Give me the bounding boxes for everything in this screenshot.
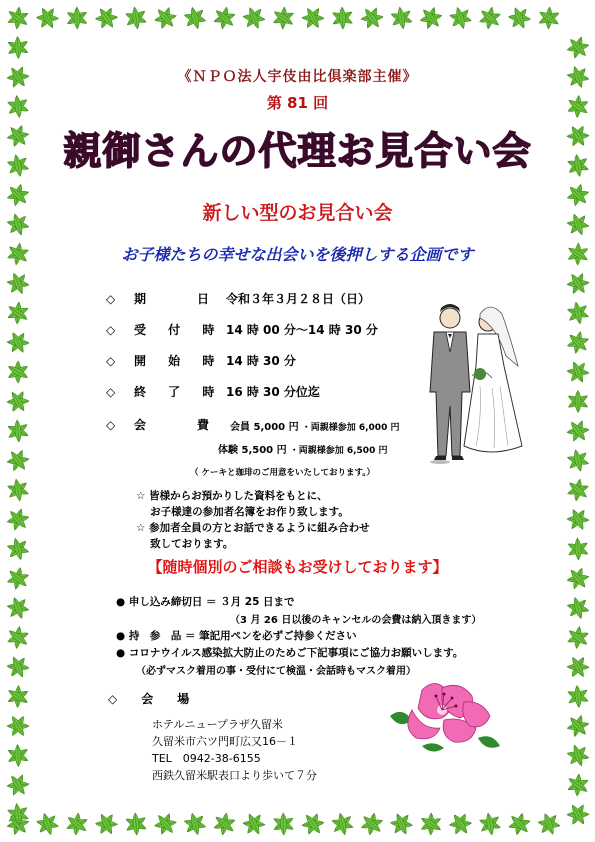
leaf-sprig-icon	[386, 809, 417, 840]
leaf-sprig-icon	[299, 810, 328, 839]
leaf-sprig-icon	[563, 800, 593, 830]
fee-trial	[218, 441, 387, 456]
leaf-sprig-icon	[565, 477, 591, 502]
venue-tel: TEL 0942-38-6155	[152, 752, 261, 765]
reception-value: 14 時 00 分～14 時 30 分	[226, 323, 378, 337]
leaf-sprig-icon	[565, 329, 591, 355]
diamond-icon: ◇	[106, 385, 116, 399]
azalea-flower-illustration	[382, 676, 502, 758]
leaf-sprig-icon	[92, 3, 121, 32]
end-label: 終 了 時	[134, 385, 224, 399]
fee-member	[230, 418, 399, 433]
subtitle: 新しい型のお見合い会	[202, 202, 393, 224]
cancel-note: （3 月 26 日以後のキャンセルの会費は納入頂きます）	[230, 615, 482, 626]
leaf-sprig-icon	[6, 301, 30, 325]
leaf-sprig-icon	[562, 740, 593, 771]
leaf-sprig-icon	[446, 809, 475, 838]
leaf-sprig-icon	[239, 3, 270, 34]
leaf-sprig-icon	[566, 773, 590, 797]
note-line: ☆ 参加者全員の方とお話できるように組み合わせ	[136, 522, 370, 534]
mask-note: （必ずマスク着用の事・受付にて検温・会話時もマスク着用）	[136, 666, 416, 677]
leaf-sprig-icon	[212, 811, 237, 836]
fee-trial-note: ・両親様参加 6,500 円	[289, 446, 388, 456]
leaf-sprig-icon	[3, 387, 33, 417]
leaf-sprig-icon	[3, 711, 33, 741]
end-value: 16 時 30 分位迄	[226, 385, 320, 399]
leaf-sprig-icon	[327, 3, 357, 33]
deadline-line: ● 申し込み締切日 ＝ ３月 25 日まで	[116, 596, 295, 608]
leaf-sprig-icon	[3, 327, 33, 357]
leaf-sprig-icon	[562, 297, 593, 328]
leaf-sprig-icon	[562, 445, 593, 476]
diamond-icon: ◇	[106, 418, 116, 432]
fee-trial-value: 体験 5,500 円	[218, 445, 287, 456]
leaf-sprig-icon	[179, 808, 210, 839]
wedding-couple-illustration	[410, 296, 535, 466]
venue-name: ホテルニュープラザ久留米	[152, 718, 283, 731]
leaf-sprig-icon	[562, 592, 593, 623]
start-value: 14 時 30 分	[226, 354, 296, 368]
leaf-sprig-icon	[152, 4, 180, 32]
leaf-sprig-icon	[534, 809, 565, 840]
leaf-sprig-icon	[6, 625, 31, 650]
leaf-sprig-icon	[3, 416, 34, 447]
diamond-icon: ◇	[106, 292, 116, 306]
leaf-sprig-icon	[564, 417, 593, 446]
fee-label: 会 費	[134, 418, 219, 432]
leaf-sprig-icon	[7, 361, 29, 383]
leaf-sprig-icon	[474, 808, 505, 839]
leaf-sprig-icon	[563, 681, 594, 712]
info-row-date	[106, 290, 370, 307]
note-line: ☆ 皆様からお預かりした資料をもとに、	[136, 490, 328, 502]
leaf-sprig-icon	[179, 2, 210, 33]
leaf-sprig-icon	[121, 809, 152, 840]
leaf-sprig-icon	[3, 32, 33, 62]
leaf-sprig-icon	[563, 504, 594, 535]
leaf-sprig-icon	[563, 652, 593, 682]
leaf-sprig-icon	[272, 6, 296, 30]
leaf-sprig-icon	[504, 3, 535, 34]
leaf-sprig-icon	[7, 685, 30, 708]
venue-access: 西鉄久留米駅表口より歩いて７分	[152, 769, 317, 782]
info-row-reception	[106, 321, 378, 338]
venue-block	[152, 716, 317, 784]
note-line: 致しております。	[136, 538, 234, 550]
leaf-sprig-icon	[298, 3, 328, 33]
leaf-sprig-icon	[121, 3, 152, 34]
diamond-icon: ◇	[106, 323, 116, 337]
fee-member-note: ・両親様参加 6,000 円	[301, 423, 400, 433]
leaf-sprig-icon	[506, 811, 533, 838]
leaf-sprig-icon	[357, 3, 386, 32]
leaf-sprig-icon	[564, 34, 592, 62]
leaf-sprig-icon	[2, 474, 33, 505]
leaf-sprig-icon	[386, 2, 417, 33]
venue-address: 久留米市六ツ門町広又16－１	[152, 735, 298, 748]
leaf-sprig-icon	[3, 770, 32, 799]
cake-note: （ ケーキと珈琲のご用意をいたしております。）	[190, 468, 376, 478]
leaf-sprig-icon	[445, 2, 476, 33]
leaf-sprig-icon	[6, 6, 30, 30]
date-value: 令和３年３月２８日（日）	[226, 292, 371, 306]
leaf-sprig-icon	[4, 446, 33, 475]
leaf-sprig-icon	[3, 740, 33, 770]
info-row-end	[106, 383, 320, 400]
info-row-fee	[106, 416, 226, 433]
leaf-sprig-icon	[327, 808, 358, 839]
leaf-sprig-icon	[563, 269, 592, 298]
leaf-sprig-icon	[65, 812, 90, 837]
leaf-sprig-icon	[32, 808, 63, 839]
reception-label: 受 付 時	[134, 323, 224, 337]
leaf-sprig-icon	[359, 811, 385, 837]
note-line: お子様達の参加者名簿をお作り致します。	[136, 506, 349, 518]
leaf-sprig-icon	[563, 386, 593, 416]
tagline: お子様たちの幸せな出会いを後押しする企画です	[121, 245, 474, 264]
leaf-sprig-icon	[3, 268, 34, 299]
start-label: 開 始 時	[134, 354, 224, 368]
leaf-sprig-icon	[4, 506, 32, 534]
consultation-banner: 【随時個別のご相談もお受けしております】	[147, 558, 448, 576]
leaf-sprig-icon	[566, 625, 591, 650]
date-label: 期 日	[134, 292, 219, 306]
covid-line: ● コロナウイルス感染拡大防止のためご下記事項にご協力お願いします。	[116, 647, 464, 659]
leaf-sprig-icon	[417, 4, 445, 31]
edition-number: 第 81 回	[266, 94, 329, 112]
leaf-sprig-icon	[268, 809, 298, 839]
leaf-sprig-icon	[563, 357, 594, 388]
leaf-sprig-icon	[2, 592, 33, 623]
leaf-sprig-icon	[3, 652, 34, 683]
leaf-sprig-icon	[32, 3, 62, 33]
leaf-sprig-icon	[212, 5, 238, 31]
bring-line: ● 持 参 品 ＝ 筆記用ペンを必ずご持参ください	[116, 630, 357, 642]
leaf-sprig-icon	[62, 3, 92, 33]
leaf-sprig-icon	[151, 810, 179, 838]
leaf-sprig-icon	[564, 712, 592, 740]
leaf-sprig-icon	[537, 6, 560, 29]
diamond-icon: ◇	[106, 354, 116, 368]
page-title: 親御さんの代理お見合い会	[63, 128, 532, 173]
leaf-sprig-icon	[420, 813, 442, 835]
leaf-sprig-icon	[91, 809, 121, 839]
fee-member-value: 会員 5,000 円	[230, 422, 299, 433]
leaf-sprig-icon	[239, 809, 270, 840]
organizer-label: 《ＮＰＯ法人宇伎由比倶楽部主催》	[177, 69, 418, 85]
leaf-sprig-icon	[477, 5, 503, 30]
info-row-start	[106, 352, 296, 369]
venue-heading: ◇ 会 場	[108, 692, 190, 706]
